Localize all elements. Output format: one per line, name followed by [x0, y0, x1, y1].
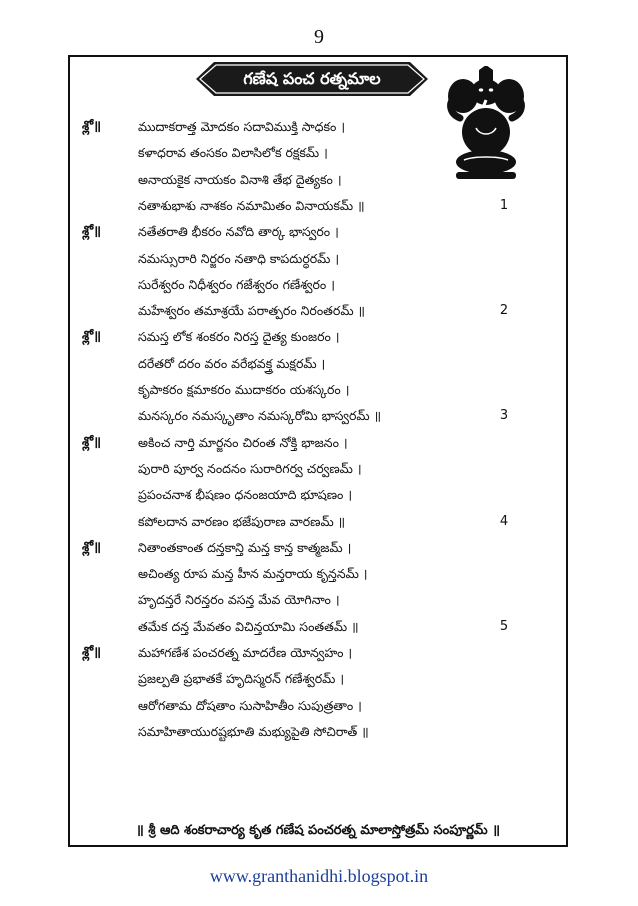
verse-line — [0, 351, 638, 377]
verse-marker: శ్లో॥ — [82, 539, 101, 555]
verse-line — [0, 614, 638, 640]
verse-text: మనస్కరం నమస్కృతాం నమస్కరోమి భాస్వరమ్ ॥ — [138, 408, 382, 424]
verse-line — [0, 219, 638, 245]
verse-text: మహేశ్వరం తమాశ్రయే పరాత్పరం నిరంతరమ్ ॥ — [138, 303, 366, 319]
verse-text: సమాహితాయురష్టభూతి మభ్యుపైతి సోచిరాత్ ॥ — [138, 723, 369, 739]
verse-line — [0, 324, 638, 350]
verse-text: తమేక దన్త మేవతం విచిన్తయామి సంతతమ్ ॥ — [138, 618, 359, 634]
verse-marker: శ్లో॥ — [82, 224, 101, 240]
verse-line — [0, 272, 638, 298]
verse-line — [0, 509, 638, 535]
verse-text: కపోలదాన వారణం భజేపురాణ వారణమ్ ॥ — [138, 513, 346, 529]
verse-text: హృదన్తరే నిరన్తరం వసన్త మేవ యోగినాం । — [138, 592, 340, 608]
verse-text: అనాయకైక నాయకం వినాశి తేభ దైత్యకం । — [138, 171, 342, 187]
verse-line — [0, 666, 638, 692]
verse-line — [0, 719, 638, 745]
verse-marker: శ్లో॥ — [82, 329, 101, 345]
verse-marker: శ్లో॥ — [82, 434, 101, 450]
verse-line — [0, 640, 638, 666]
verse-line — [0, 456, 638, 482]
verse-num: 5 — [499, 618, 509, 634]
verse-num: 4 — [499, 513, 509, 529]
verse-text: నమస్సురారి నిర్జరం నతాధి కాపదుర్ధరమ్ । — [138, 250, 340, 266]
verse-line — [0, 587, 638, 613]
page-title: గణేష పంచ రత్నమాల — [243, 69, 381, 88]
verse-line — [0, 693, 638, 719]
verse-line — [0, 140, 638, 166]
verse-num: 2 — [499, 303, 509, 319]
verse-text: నితాంతకాంత దన్తకాన్తి మన్త కాన్త కాత్మజమ్ । — [138, 539, 352, 555]
verse-line — [0, 167, 638, 193]
verse-text: ప్రపంచనాశ భీషణం ధనంజయాది భూషణం । — [138, 487, 353, 503]
verse-text: అచింత్య రూప మన్త హీన మన్తరాయ కృన్తనమ్ । — [138, 566, 368, 582]
verse-text: ఆరోగతామ దోషతాం సుసాహితీం సుపుత్రతాం । — [138, 697, 362, 713]
verse-marker: శ్లో॥ — [82, 119, 101, 134]
verse-num: 1 — [499, 197, 509, 213]
closing-line: ॥ శ్రీ ఆది శంకరాచార్య కృత గణేష పంచరత్న మాలాస్తోత్రమ్ సంపూర్ణమ్ ॥ — [135, 823, 500, 838]
verse-num: 3 — [499, 408, 509, 424]
verse-marker: శ్లో॥ — [82, 645, 101, 660]
verse-text: కళాధరావ తంసకం విలాసిలోక రక్షకమ్ । — [138, 145, 328, 161]
verse-line — [0, 482, 638, 508]
verse-text: ప్రజల్పతి ప్రభాతకే హృదిస్మరన్ గణేశ్వరమ్ । — [138, 671, 345, 687]
verse-text: సమస్త లోక శంకరం నిరస్త దైత్య కుంజరం । — [138, 329, 340, 345]
verse-line — [0, 246, 638, 272]
verse-line — [0, 298, 638, 324]
verse-text: నతేతరాతి భీకరం నవోది తార్క భాస్వరం । — [138, 224, 339, 240]
verse-text: నతాశుభాశు నాశకం నమామితం వినాయకమ్ ॥ — [138, 197, 365, 213]
website-url[interactable]: www.granthanidhi.blogspot.in — [209, 866, 429, 886]
title-banner — [196, 62, 428, 96]
verse-text: దరేతరో దరం వరం వరేభవక్త్ర మక్షరమ్ । — [138, 355, 326, 371]
verse-text: కృపాకరం క్షమాకరం ముదాకరం యశస్కరం । — [138, 382, 350, 397]
verse-line — [0, 403, 638, 429]
verse-line — [0, 377, 638, 403]
page-number: 9 — [314, 26, 324, 48]
verse-text: ముదాకరాత్త మోదకం సదావిముక్తి సాధకం । — [138, 119, 346, 134]
verse-line — [0, 114, 638, 140]
verse-line — [0, 535, 638, 561]
verse-text: సురేశ్వరం నిధీశ్వరం గజేశ్వరం గణేశ్వరం । — [138, 276, 335, 292]
verse-text: పురారి పూర్వ నందనం సురారిగర్వ చర్వణమ్ । — [138, 460, 362, 476]
verse-text: మహాగణేశ పంచరత్న మాదరేణ యోన్వహం । — [138, 645, 353, 660]
verse-line — [0, 561, 638, 587]
verse-text: అకించ నార్తి మార్జనం చిరంత నోక్తి భాజనం । — [138, 434, 348, 450]
verse-line — [0, 193, 638, 219]
verse-line — [0, 430, 638, 456]
